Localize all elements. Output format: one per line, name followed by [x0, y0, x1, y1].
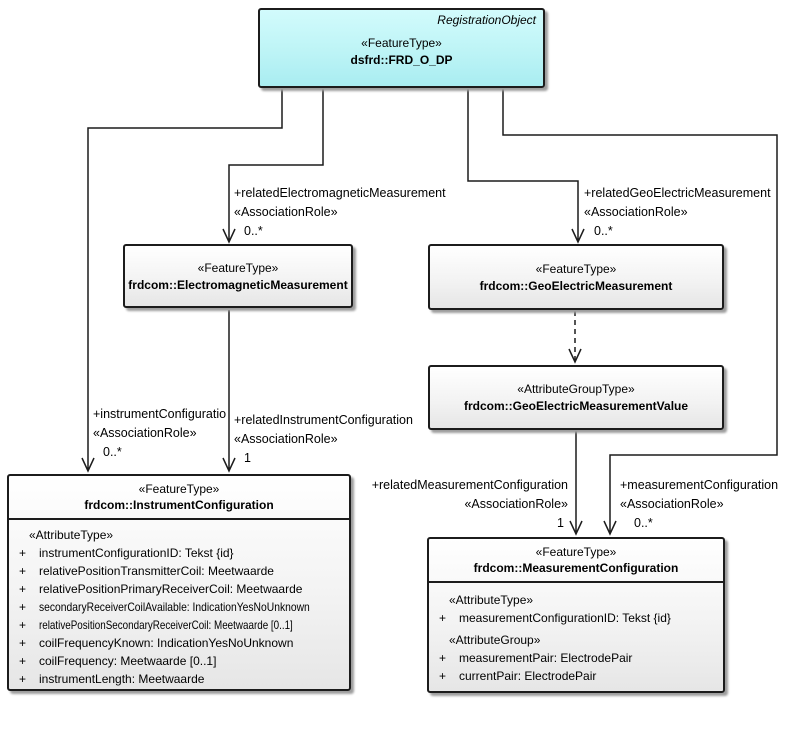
class-electromagnetic-measurement [123, 244, 353, 308]
assoc-value-to-measurement-configuration-line [570, 431, 582, 534]
visibility-marker: + [439, 669, 447, 683]
geoval-stereotype: «AttributeGroupType» [517, 382, 635, 396]
ic-class-name: frdcom::InstrumentConfiguration [84, 498, 274, 512]
assoc-stereotype: «AssociationRole» [464, 497, 568, 511]
attribute-row [9, 670, 349, 688]
em-class-name: frdcom::ElectromagneticMeasurement [128, 277, 348, 292]
class-geoelectric-measurement [428, 244, 724, 310]
assoc-label-related-measurement-configuration [368, 476, 568, 533]
class-geoelectric-measurement-value [428, 365, 724, 430]
class-frd-o-dp [258, 8, 545, 88]
assoc-frd-to-geoelectric-measurement-line [468, 88, 584, 242]
assoc-label-related-instrument-configuration [234, 411, 413, 468]
attribute-text: coilFrequencyKnown: IndicationYesNoUnknown [39, 636, 294, 650]
geo-class-name: frdcom::GeoElectricMeasurement [479, 278, 673, 293]
assoc-label-instrument-configuration [93, 405, 226, 462]
visibility-marker: + [19, 582, 27, 596]
assoc-role-name: +instrumentConfiguratio [93, 407, 227, 421]
attribute-text: instrumentConfigurationID: Tekst {id} [39, 546, 234, 560]
attribute-text: secondaryReceiverCoilAvailable: IndicationYesNoUnknown [39, 600, 310, 614]
assoc-multiplicity: 1 [557, 516, 564, 530]
attribute-row [9, 616, 349, 634]
geo-stereotype: «FeatureType» [535, 261, 617, 276]
em-stereotype: «FeatureType» [197, 260, 279, 275]
attribute-row [9, 562, 349, 580]
assoc-multiplicity: 0..* [594, 224, 613, 238]
assoc-multiplicity: 0..* [634, 516, 653, 530]
attribute-text: relativePositionPrimaryReceiverCoil: Meetwaarde [39, 582, 303, 596]
class-instrument-configuration [7, 474, 351, 691]
assoc-role-name: +relatedGeoElectricMeasurement [584, 186, 771, 200]
assoc-stereotype: «AssociationRole» [584, 205, 688, 219]
assoc-stereotype: «AssociationRole» [620, 497, 724, 511]
attribute-row [9, 652, 349, 670]
visibility-marker: + [19, 618, 27, 632]
attribute-row [9, 598, 349, 616]
registration-object-label: RegistrationObject [437, 13, 536, 27]
geoval-class-name: frdcom::GeoElectricMeasurementValue [463, 399, 689, 413]
assoc-multiplicity: 1 [244, 451, 251, 465]
attribute-row [429, 649, 723, 667]
visibility-marker: + [19, 564, 27, 578]
visibility-marker: + [19, 654, 27, 668]
mc-section-attributetype: «AttributeType» [449, 593, 534, 607]
visibility-marker: + [439, 611, 447, 625]
assoc-stereotype: «AssociationRole» [234, 432, 338, 446]
attribute-text: currentPair: ElectrodePair [459, 669, 597, 683]
visibility-marker: + [19, 600, 27, 614]
attribute-row [9, 544, 349, 562]
visibility-marker: + [439, 651, 447, 665]
frd-stereotype: «FeatureType» [361, 36, 442, 50]
visibility-marker: + [19, 672, 27, 686]
assoc-label-related-geoelectric-measurement [584, 184, 771, 241]
attribute-text: relativePositionSecondaryReceiverCoil: Meetwaarde [0..1] [39, 618, 293, 632]
assoc-label-related-electromagnetic-measurement [234, 184, 446, 241]
visibility-marker: + [19, 636, 27, 650]
mc-section-attributegroup: «AttributeGroup» [449, 633, 541, 647]
assoc-stereotype: «AssociationRole» [93, 426, 197, 440]
attribute-row [9, 580, 349, 598]
ic-stereotype: «FeatureType» [138, 482, 220, 496]
ic-section-attributetype: «AttributeType» [29, 528, 114, 542]
attribute-text: instrumentLength: Meetwaarde [39, 672, 205, 686]
assoc-role-name: +relatedInstrumentConfiguration [234, 413, 413, 427]
class-measurement-configuration [427, 537, 725, 693]
assoc-frd-to-measurement-configuration-line [503, 88, 777, 534]
attribute-text: measurementConfigurationID: Tekst {id} [459, 611, 671, 625]
attribute-text: relativePositionTransmitterCoil: Meetwaarde [39, 564, 274, 578]
attribute-text: measurementPair: ElectrodePair [459, 651, 633, 665]
assoc-stereotype: «AssociationRole» [234, 205, 338, 219]
assoc-role-name: +relatedElectromagneticMeasurement [234, 186, 446, 200]
visibility-marker: + [19, 546, 27, 560]
assoc-multiplicity: 0..* [103, 445, 122, 459]
assoc-multiplicity: 0..* [244, 224, 263, 238]
mc-stereotype: «FeatureType» [535, 545, 617, 559]
attribute-row [429, 609, 723, 627]
attribute-row [429, 667, 723, 685]
assoc-role-name: +measurementConfiguration [620, 478, 779, 492]
attribute-text: coilFrequency: Meetwaarde [0..1] [39, 654, 217, 668]
attribute-row [9, 634, 349, 652]
mc-class-name: frdcom::MeasurementConfiguration [473, 561, 679, 575]
assoc-label-measurement-configuration [620, 476, 778, 533]
frd-class-name: dsfrd::FRD_O_DP [350, 53, 453, 67]
assoc-role-name: +relatedMeasurementConfiguration [371, 478, 568, 492]
